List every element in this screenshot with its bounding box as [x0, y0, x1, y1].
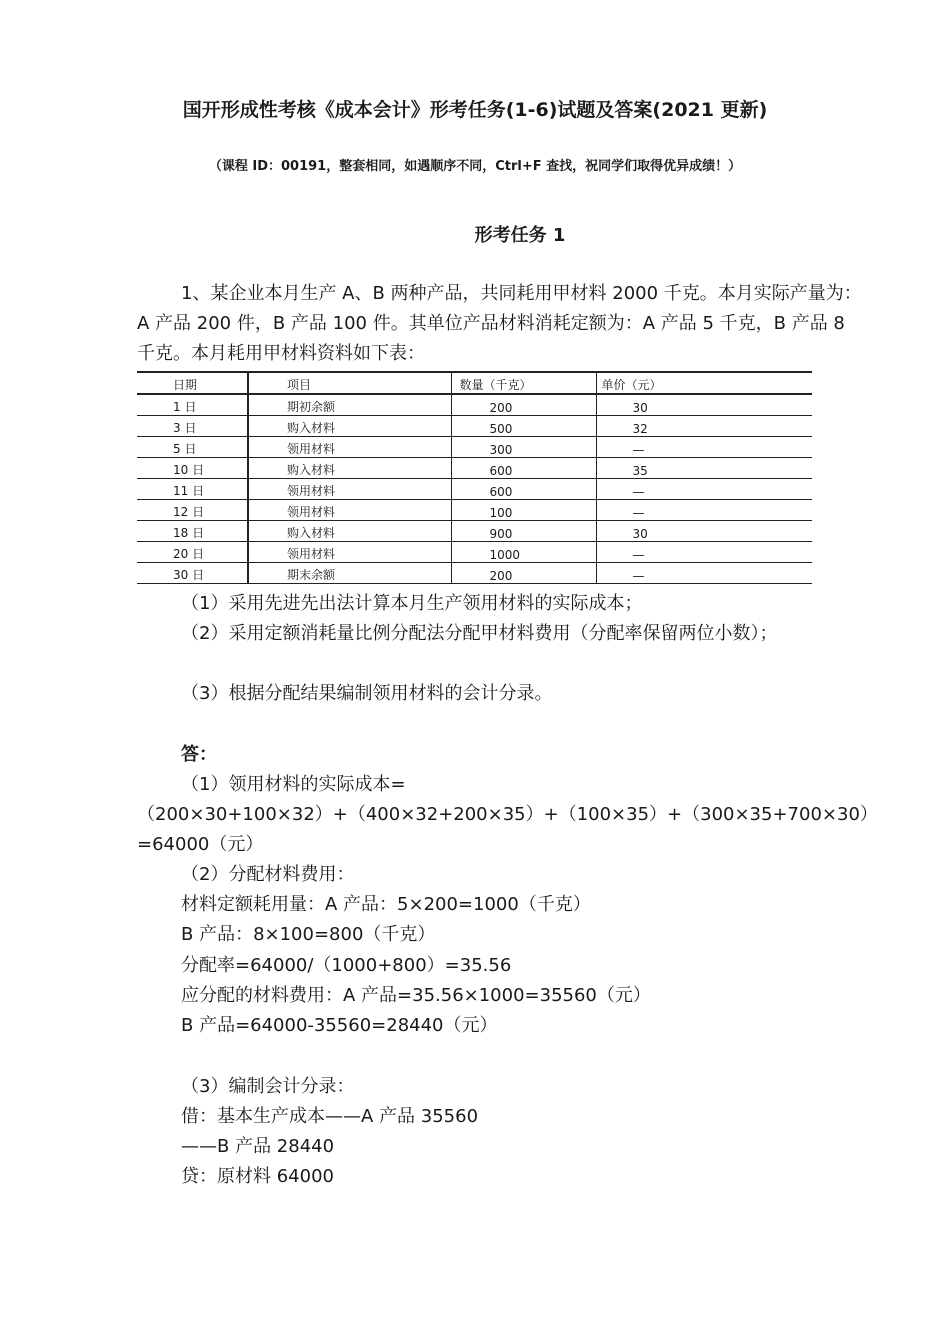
table-row [137, 563, 812, 584]
journal-debit-a: 借：基本生产成本——A 产品 35560 [181, 1106, 479, 1127]
answer-3-heading: （3）编制会计分录： [181, 1076, 355, 1097]
task-2: （2）采用定额消耗量比例分配法分配甲材料费用（分配率保留两位小数）； [181, 623, 778, 644]
cell-date: 11 日 [137, 479, 248, 500]
cell-item: 领用材料 [248, 437, 451, 458]
table-header-row [137, 372, 812, 394]
cell-quantity: 600 [451, 479, 596, 500]
cell-quantity: 500 [451, 416, 596, 437]
cell-unit-price: 30 [596, 394, 812, 416]
cell-quantity: 100 [451, 500, 596, 521]
table-row [137, 500, 812, 521]
cell-item: 购入材料 [248, 521, 451, 542]
cell-quantity: 1000 [451, 542, 596, 563]
material-table [137, 371, 812, 584]
cell-item: 领用材料 [248, 479, 451, 500]
answer-2-line-3: 分配率=64000/（1000+800）=35.56 [181, 955, 512, 976]
answer-2-line-1: 材料定额耗用量：A 产品：5×200=1000（千克） [181, 894, 591, 915]
cell-quantity: 300 [451, 437, 596, 458]
cell-date: 12 日 [137, 500, 248, 521]
cell-date: 18 日 [137, 521, 248, 542]
cell-unit-price: 30 [596, 521, 812, 542]
table-row [137, 521, 812, 542]
cell-unit-price: 35 [596, 458, 812, 479]
cell-unit-price: — [596, 479, 812, 500]
table-row [137, 437, 812, 458]
answer-2-line-2: B 产品：8×100=800（千克） [181, 924, 436, 945]
header-quantity: 数量（千克） [451, 372, 596, 394]
cell-date: 10 日 [137, 458, 248, 479]
table-row [137, 458, 812, 479]
section-heading: 形考任务 1 [474, 225, 566, 246]
cell-quantity: 900 [451, 521, 596, 542]
cell-date: 3 日 [137, 416, 248, 437]
task-1: （1）采用先进先出法计算本月生产领用材料的实际成本； [181, 593, 643, 614]
cell-date: 30 日 [137, 563, 248, 584]
cell-quantity: 600 [451, 458, 596, 479]
answer-label: 答： [181, 744, 217, 765]
cell-unit-price: — [596, 563, 812, 584]
header-item: 项目 [248, 372, 451, 394]
cell-unit-price: — [596, 542, 812, 563]
cell-item: 领用材料 [248, 542, 451, 563]
table-row [137, 542, 812, 563]
cell-item: 购入材料 [248, 416, 451, 437]
answer-2-heading: （2）分配材料费用： [181, 864, 355, 885]
answer-1: （1）领用材料的实际成本=（200×30+100×32）+（400×32+200×35）+（100×35）+（300×35+700×30）=64000（元） [137, 774, 878, 855]
cell-date: 1 日 [137, 394, 248, 416]
cell-unit-price: — [596, 437, 812, 458]
header-unit-price: 单价（元） [596, 372, 812, 394]
cell-item: 期末余额 [248, 563, 451, 584]
answer-2-line-5: B 产品=64000-35560=28440（元） [181, 1015, 498, 1036]
cell-item: 领用材料 [248, 500, 451, 521]
document-title: 国开形成性考核《成本会计》形考任务(1-6)试题及答案(2021 更新) [182, 99, 768, 121]
cell-unit-price: — [596, 500, 812, 521]
cell-item: 期初余额 [248, 394, 451, 416]
journal-debit-b: ——B 产品 28440 [181, 1136, 335, 1157]
journal-credit: 贷：原材料 64000 [181, 1166, 334, 1187]
cell-quantity: 200 [451, 394, 596, 416]
table-row [137, 394, 812, 416]
cell-quantity: 200 [451, 563, 596, 584]
task-3: （3）根据分配结果编制领用材料的会计分录。 [181, 683, 553, 704]
answer-2-line-4: 应分配的材料费用：A 产品=35.56×1000=35560（元） [181, 985, 651, 1006]
document-subtitle: （课程 ID：00191，整套相同，如遇顺序不同，Ctrl+F 查找，祝同学们取得优异成绩！） [208, 159, 742, 174]
cell-date: 20 日 [137, 542, 248, 563]
cell-date: 5 日 [137, 437, 248, 458]
header-date: 日期 [137, 372, 248, 394]
cell-item: 购入材料 [248, 458, 451, 479]
cell-unit-price: 32 [596, 416, 812, 437]
table-row [137, 416, 812, 437]
table-row [137, 479, 812, 500]
question-intro: 1、某企业本月生产 A、B 两种产品，共同耗用甲材料 2000 千克。本月实际产量为：A 产品 200 件，B 产品 100 件。其单位产品材料消耗定额为：A 产品 5 千克，B 产品 8 千克。本月耗用甲材料资料如下表： [137, 283, 862, 364]
